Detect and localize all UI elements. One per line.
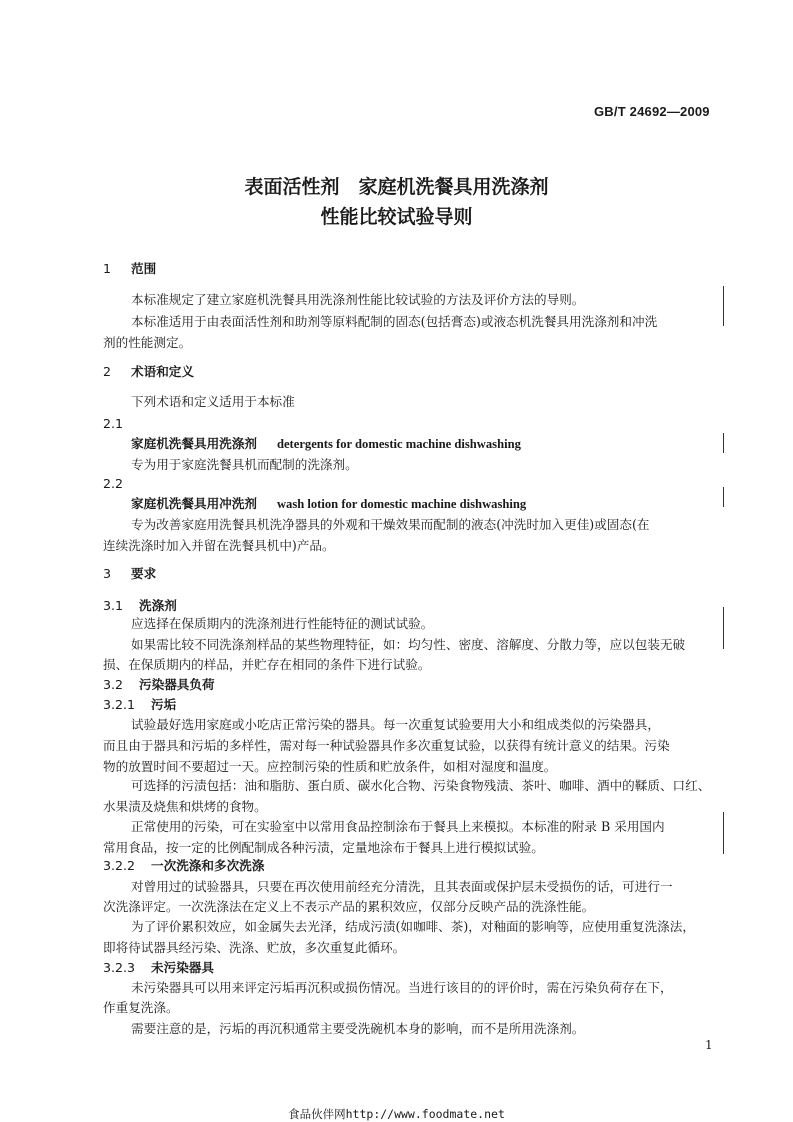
- footer-watermark: 食品伙伴网http://www.foodmate.net: [288, 1107, 505, 1121]
- section-3-2-heading: 3.2 污染器具负荷: [103, 677, 215, 692]
- standard-number: GB/T 24692—2009: [594, 104, 710, 119]
- s1-paragraph-1: 本标准规定了建立家庭机洗餐具用洗涤剂性能比较试验的方法及评价方法的导则。: [131, 292, 585, 307]
- document-title-line2: 性能比较试验导则: [320, 206, 473, 228]
- term-2-1-number: 2.1: [103, 416, 124, 431]
- revision-bar: [723, 433, 724, 453]
- s322-paragraph-1-line2: 次洗涤评定。一次洗涤法在定义上不表示产品的累积效应，仅部分反映产品的洗涤性能。: [103, 899, 595, 914]
- section-3-2-3-heading: 3.2.3 未污染器具: [103, 960, 214, 975]
- s323-paragraph-1-line1: 未污染器具可以用来评定污垢再沉积或损伤情况。当进行该目的的评价时，需在污染负荷存在下，: [131, 980, 673, 995]
- term-2-1: 家庭机洗餐具用洗涤剂 detergents for domestic machine dishwashing: [131, 436, 521, 451]
- term-2-2: 家庭机洗餐具用冲洗剂 wash lotion for domestic machine dishwashing: [131, 496, 527, 511]
- s1-paragraph-2-line1: 本标准适用于由表面活性剂和助剂等原料配制的固态(包括膏态)或液态机洗餐具用洗涤剂和冲洗: [131, 314, 658, 329]
- section-3-1-heading: 3.1 洗涤剂: [103, 598, 177, 613]
- revision-bar: [723, 607, 724, 649]
- term-2-1-definition: 专为用于家庭洗餐具机而配制的洗涤剂。: [131, 457, 358, 472]
- page-number: 1: [705, 1038, 713, 1052]
- section-3-2-1-heading: 3.2.1 污垢: [103, 697, 177, 712]
- section-3-2-2-heading: 3.2.2 一次洗涤和多次洗涤: [103, 858, 265, 873]
- s322-paragraph-2-line2: 即将待试器具经污染、洗涤、贮放，多次重复此循环。: [103, 940, 406, 955]
- term-2-2-definition-line2: 连续洗涤时加入并留在洗餐具机中)产品。: [103, 538, 335, 553]
- term-2-2-number: 2.2: [103, 476, 124, 491]
- s321-paragraph-1-line1: 试验最好选用家庭或小吃店正常污染的器具。每一次重复试验要用大小和组成类似的污染器具，: [131, 717, 660, 732]
- section-2-heading: 2 术语和定义: [103, 364, 194, 379]
- term-2-2-definition-line1: 专为改善家庭用洗餐具机洗净器具的外观和干燥效果而配制的液态(冲洗时加入更佳)或固态(在: [131, 517, 650, 532]
- s321-paragraph-1-line2: 而且由于器具和污垢的多样性，需对每一种试验器具作多次重复试验，以获得有统计意义的结果。污染: [103, 738, 670, 753]
- s31-paragraph-2-line2: 损、在保质期内的样品，并贮存在相同的条件下进行试验。: [103, 657, 431, 672]
- s323-paragraph-1-line2: 作重复洗涤。: [103, 1000, 179, 1015]
- s321-paragraph-2-line1: 可选择的污渍包括：油和脂肪、蛋白质、碳水化合物、污染食物残渍、茶叶、咖啡、酒中的鞣质、口红、: [131, 778, 711, 793]
- s31-paragraph-1: 应选择在保质期内的洗涤剂进行性能特征的测试试验。: [131, 616, 434, 631]
- s2-intro: 下列术语和定义适用于本标准: [131, 394, 295, 409]
- s322-paragraph-1-line1: 对曾用过的试验器具，只要在再次使用前经充分清洗，且其表面或保护层未受损伤的话，可进行一: [131, 879, 673, 894]
- s1-paragraph-2-line2: 剂的性能测定。: [103, 335, 192, 350]
- s322-paragraph-2-line1: 为了评价累积效应，如金属失去光泽，结成污渍(如咖啡、茶)，对釉面的影响等，应使用重复洗涤法，: [131, 919, 695, 934]
- document-title-line1: 表面活性剂 家庭机洗餐具用洗涤剂: [244, 176, 549, 198]
- revision-bar: [723, 286, 724, 326]
- s321-paragraph-2-line2: 水果渍及烧焦和烘烤的食物。: [103, 799, 267, 814]
- s31-paragraph-2-line1: 如果需比较不同洗涤剂样品的某些物理特征，如：均匀性、密度、溶解度、分散力等，应以包装无破: [131, 637, 686, 652]
- revision-bar: [723, 812, 724, 854]
- revision-bar: [723, 487, 724, 507]
- s323-paragraph-2: 需要注意的是，污垢的再沉积通常主要受洗碗机本身的影响，而不是所用洗涤剂。: [131, 1021, 585, 1036]
- s321-paragraph-3-line2: 常用食品，按一定的比例配制成各种污渍，定量地涂布于餐具上进行模拟试验。: [103, 840, 544, 855]
- s321-paragraph-3-line1: 正常使用的污染，可在实验室中以常用食品控制涂布于餐具上来模拟。本标准的附录 B 采用国内: [131, 819, 665, 834]
- s321-paragraph-1-line3: 物的放置时间不要超过一天。应控制污染的性质和贮放条件，如相对湿度和温度。: [103, 759, 557, 774]
- section-1-heading: 1 范围: [103, 261, 157, 276]
- section-3-heading: 3 要求: [103, 566, 157, 581]
